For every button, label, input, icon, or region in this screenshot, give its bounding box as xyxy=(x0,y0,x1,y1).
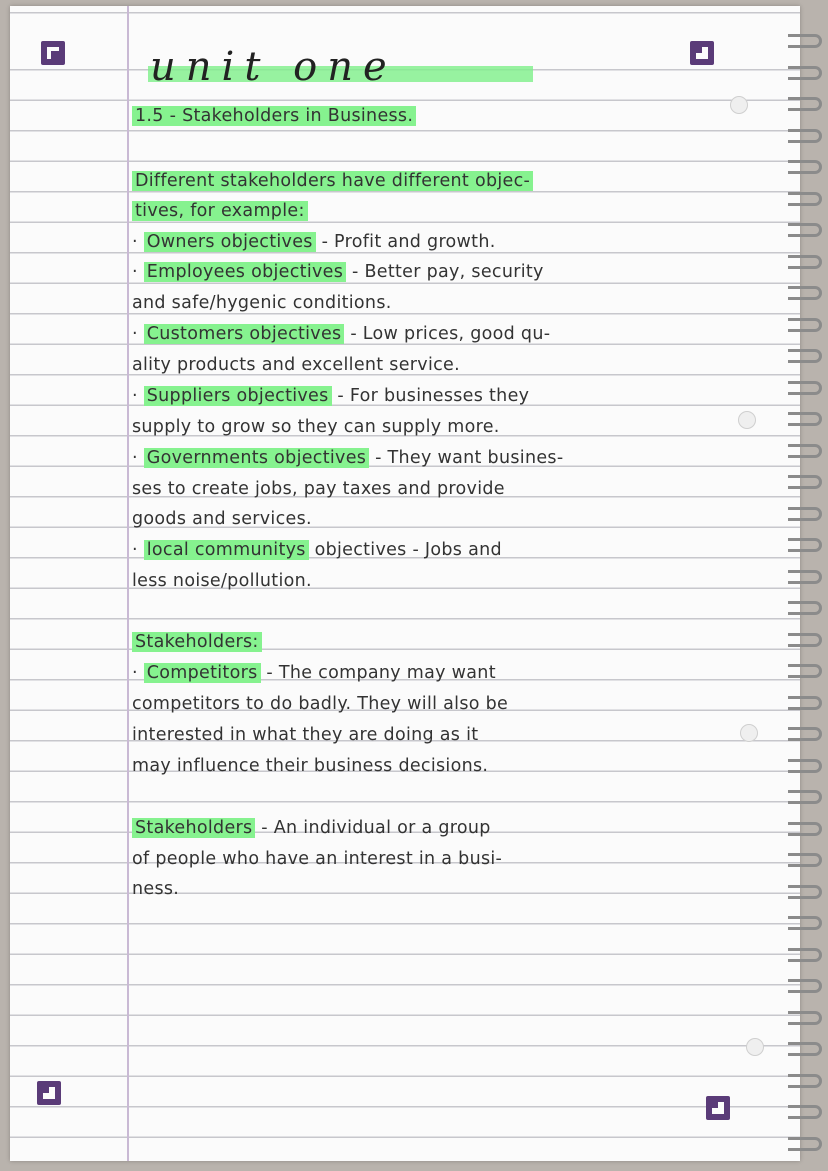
objective-continuation xyxy=(132,571,312,591)
objective-text: less noise/pollution. xyxy=(132,571,312,591)
section-heading: 1.5 - Stakeholders in Business. xyxy=(132,106,416,126)
objective-employees: · Employees objectives - Better pay, security xyxy=(132,262,544,282)
definition-term: Stakeholders xyxy=(132,818,255,838)
spiral-ring xyxy=(788,1011,822,1025)
competitors-label: Competitors xyxy=(144,663,261,683)
objective-label: Suppliers objectives xyxy=(144,386,332,406)
stakeholders-subheading xyxy=(132,632,262,652)
objective-label: Customers objectives xyxy=(144,324,345,344)
spiral-ring xyxy=(788,349,822,363)
definition-text: of people who have an interest in a busi- xyxy=(132,849,503,869)
spiral-ring xyxy=(788,34,822,48)
objective-text: - For businesses they xyxy=(337,386,530,406)
spiral-ring xyxy=(788,822,822,836)
corner-marker-top-left xyxy=(41,41,65,65)
competitors-text: competitors to do badly. They will also be xyxy=(132,694,509,714)
spiral-ring xyxy=(788,444,822,458)
hole-punch xyxy=(746,1038,764,1056)
intro-line-1 xyxy=(132,171,533,191)
spiral-ring xyxy=(788,223,822,237)
objective-suppliers: · Suppliers objectives - For businesses they xyxy=(132,386,530,406)
objective-local-community: · local communitys objectives - Jobs and xyxy=(132,540,502,560)
spiral-ring xyxy=(788,759,822,773)
objective-label: Governments objectives xyxy=(144,448,369,468)
notebook-page xyxy=(10,6,800,1161)
spiral-ring xyxy=(788,255,822,269)
objective-text: - Low prices, good qu- xyxy=(350,324,551,344)
definition-line xyxy=(132,879,179,899)
spiral-ring xyxy=(788,916,822,930)
corner-marker-top-right xyxy=(690,41,714,65)
competitors-text: - The company may want xyxy=(266,663,496,683)
spiral-ring xyxy=(788,192,822,206)
objective-text: goods and services. xyxy=(132,509,312,529)
competitors-text: may influence their business decisions. xyxy=(132,756,489,776)
spiral-ring xyxy=(788,979,822,993)
spiral-ring xyxy=(788,507,822,521)
objective-text: ality products and excellent service. xyxy=(132,355,460,375)
spiral-ring xyxy=(788,570,822,584)
spiral-ring xyxy=(788,948,822,962)
spiral-ring xyxy=(788,853,822,867)
section-number: 1.5 xyxy=(135,106,164,126)
margin-line xyxy=(127,6,129,1161)
hole-punch xyxy=(730,96,748,114)
definition-text: - An individual or a group xyxy=(261,818,491,838)
spiral-ring xyxy=(788,412,822,426)
spiral-ring xyxy=(788,538,822,552)
competitors-line: · Competitors - The company may want xyxy=(132,663,496,683)
objective-text: and safe/hygenic conditions. xyxy=(132,293,392,313)
spiral-ring xyxy=(788,475,822,489)
spiral-ring xyxy=(788,1042,822,1056)
definition-line xyxy=(132,818,491,838)
spiral-ring xyxy=(788,633,822,647)
hole-punch xyxy=(738,411,756,429)
competitors-line xyxy=(132,756,488,776)
spiral-ring xyxy=(788,286,822,300)
spiral-ring xyxy=(788,318,822,332)
spiral-ring xyxy=(788,129,822,143)
spiral-ring xyxy=(788,664,822,678)
definition-line xyxy=(132,849,502,869)
intro-line-2 xyxy=(132,201,308,221)
spiral-ring xyxy=(788,1074,822,1088)
objective-owners: · Owners objectives - Profit and growth. xyxy=(132,232,496,252)
objective-label: Employees objectives xyxy=(144,262,346,282)
objective-governments: · Governments objectives - They want busines- xyxy=(132,448,564,468)
competitors-text: interested in what they are doing as it xyxy=(132,725,479,745)
objective-label: Owners objectives xyxy=(144,232,316,252)
spiral-ring xyxy=(788,160,822,174)
spiral-ring xyxy=(788,97,822,111)
objective-text: objectives - Jobs and xyxy=(314,540,502,560)
objective-continuation xyxy=(132,417,500,437)
section-title: Stakeholders in Business. xyxy=(182,106,414,126)
competitors-line xyxy=(132,725,478,745)
objective-text: ses to create jobs, pay taxes and provide xyxy=(132,479,505,499)
corner-marker-bottom-left xyxy=(37,1081,61,1105)
spiral-ring xyxy=(788,1137,822,1151)
spiral-ring xyxy=(788,66,822,80)
spiral-ring xyxy=(788,790,822,804)
objective-text: - Profit and growth. xyxy=(321,232,496,252)
spiral-ring xyxy=(788,601,822,615)
intro-text: Different stakeholders have different objec- xyxy=(132,171,533,191)
intro-text: tives, for example: xyxy=(132,201,308,221)
objective-text: - They want busines- xyxy=(375,448,564,468)
competitors-line xyxy=(132,694,508,714)
spiral-ring xyxy=(788,381,822,395)
definition-text: ness. xyxy=(132,879,180,899)
objective-label: local communitys xyxy=(144,540,309,560)
objective-continuation xyxy=(132,355,460,375)
page-title: unit one xyxy=(150,44,397,90)
objective-customers: · Customers objectives - Low prices, good qu- xyxy=(132,324,551,344)
corner-marker-bottom-right xyxy=(706,1096,730,1120)
objective-text: supply to grow so they can supply more. xyxy=(132,417,500,437)
objective-text: - Better pay, security xyxy=(352,262,544,282)
objective-continuation xyxy=(132,509,312,529)
spiral-ring xyxy=(788,885,822,899)
hole-punch xyxy=(740,724,758,742)
objective-continuation xyxy=(132,293,392,313)
subheading-text: Stakeholders: xyxy=(132,632,262,652)
spiral-ring xyxy=(788,1105,822,1119)
spiral-ring xyxy=(788,727,822,741)
spiral-ring xyxy=(788,696,822,710)
objective-continuation xyxy=(132,479,505,499)
